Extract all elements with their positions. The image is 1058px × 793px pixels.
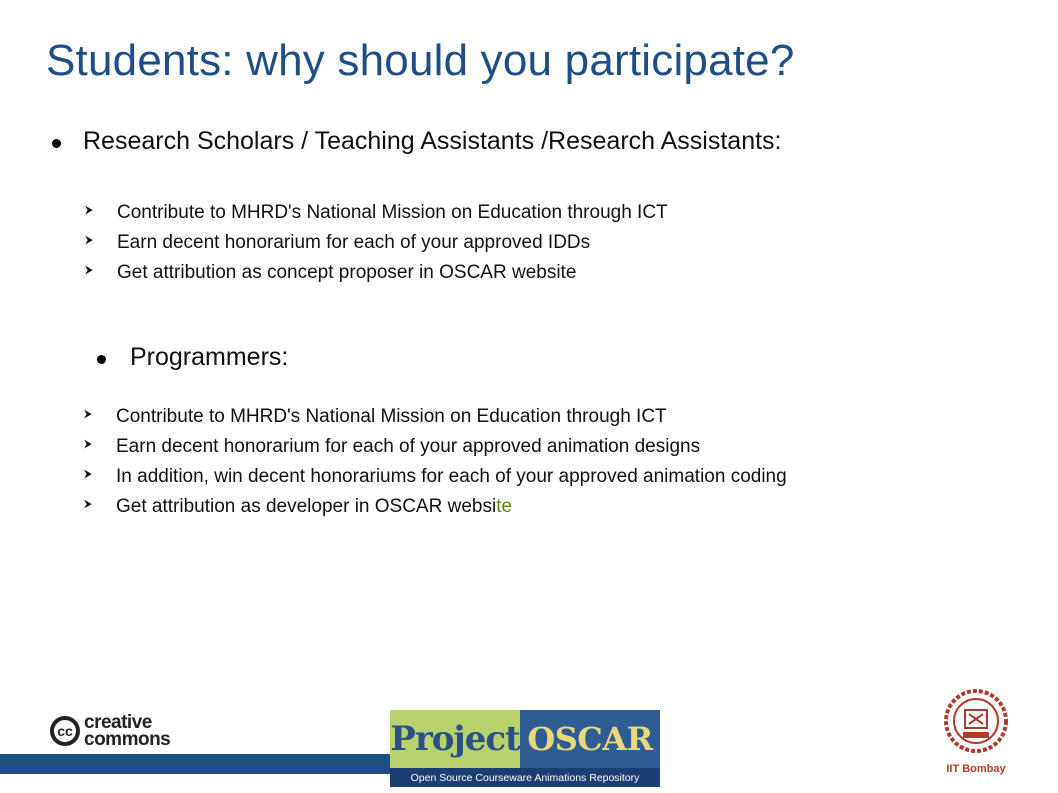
arrow-bullet-icon: ⮞ [84, 468, 92, 480]
arrow-bullet-icon: ⮞ [84, 498, 92, 510]
bullet-icon [97, 355, 106, 364]
arrow-bullet-icon: ⮞ [85, 264, 93, 276]
logo-subtitle: Open Source Courseware Animations Repository [390, 768, 660, 787]
highlighted-text: te [496, 496, 513, 517]
arrow-bullet-icon: ⮞ [84, 408, 92, 420]
iit-emblem-icon [943, 688, 1009, 754]
list-item: ⮞ Earn decent honorarium for each of your approved animation designs [84, 436, 701, 457]
creative-commons-logo [50, 714, 170, 748]
iit-bombay-logo [937, 688, 1015, 775]
list-item: ⮞ Get attribution as concept proposer in OSCAR website [85, 262, 577, 283]
cc-icon: cc [50, 716, 80, 746]
arrow-bullet-icon: ⮞ [84, 438, 92, 450]
list-item: ⮞ In addition, win decent honorariums for each of your approved animation coding [84, 466, 787, 487]
cc-line1: creative [84, 712, 152, 733]
slide-title: Students: why should you participate? [46, 36, 795, 85]
project-oscar-logo [390, 710, 660, 787]
iit-bombay-label: IIT Bombay [946, 763, 1006, 775]
cc-line2: commons [84, 729, 171, 750]
list-item: ⮞ Earn decent honorarium for each of your approved IDDs [85, 232, 591, 253]
list-item: ⮞ Contribute to MHRD's National Mission on Education through ICT [85, 202, 668, 223]
bullet-icon [52, 139, 61, 148]
arrow-bullet-icon: ⮞ [85, 234, 93, 246]
list-item: ⮞ Get attribution as developer in OSCAR website [84, 496, 513, 517]
section-heading-research: Research Scholars / Teaching Assistants /Research Assistants: [83, 127, 782, 155]
logo-oscar-text: OSCAR [520, 710, 660, 768]
section-heading-programmers: Programmers: [130, 343, 289, 371]
list-item: ⮞ Contribute to MHRD's National Mission on Education through ICT [84, 406, 667, 427]
logo-project-text: Project [390, 710, 520, 768]
arrow-bullet-icon: ⮞ [85, 204, 93, 216]
